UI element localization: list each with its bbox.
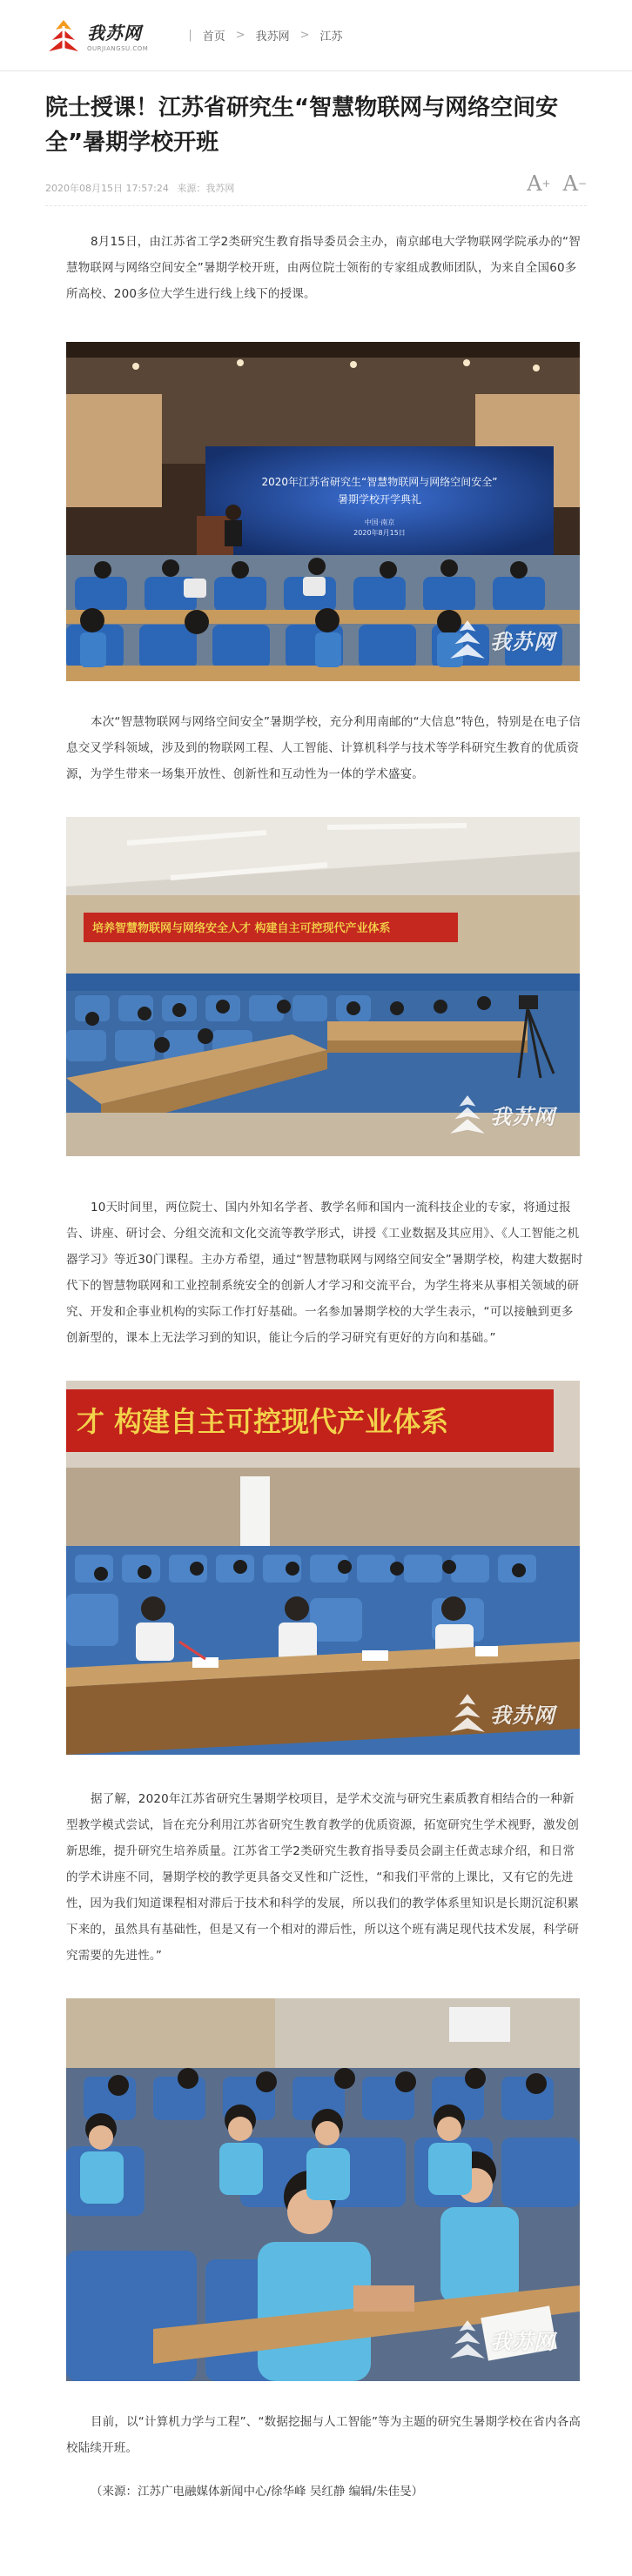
paragraph-1: 8月15日，由江苏省工学2类研究生教育指导委员会主办，南京邮电大学物联网学院承办的“智慧物联网与网络空间安全”暑期学校开班，由两位院士领衔的专家组成教师团队，为来自全国60多所高校、200多位大学生进行线上线下的授课。	[66, 235, 581, 301]
font-decrease-button[interactable]: A−	[562, 171, 587, 196]
watermark-logo-icon	[448, 619, 487, 660]
publish-date: 2020年08月15日 17:57:24	[45, 183, 169, 194]
slide-date-text: 2020年8月15日	[353, 529, 406, 537]
font-increase-button[interactable]: A+	[527, 171, 551, 196]
watermark-text: 我苏网	[490, 1104, 555, 1129]
banner-text-3: 才 构建自主可控现代产业体系	[77, 1405, 449, 1438]
breadcrumb-site[interactable]: 我苏网	[255, 30, 290, 43]
watermark-text: 我苏网	[490, 1703, 555, 1728]
watermark-logo-icon	[448, 2318, 487, 2360]
breadcrumb-separator: >	[235, 29, 245, 42]
watermark	[448, 619, 555, 660]
article-meta	[0, 160, 632, 195]
breadcrumb-home[interactable]: 首页	[202, 30, 225, 43]
breadcrumb-separator: |	[188, 29, 192, 42]
photo-lecture-hall	[66, 817, 580, 1156]
top-bar	[0, 0, 632, 71]
photo-front-desk	[66, 1381, 580, 1755]
meta-divider	[45, 205, 587, 206]
site-logo[interactable]	[45, 17, 148, 54]
watermark-logo-icon	[448, 1094, 487, 1135]
logo-domain: OURJIANGSU.COM	[87, 44, 149, 52]
breadcrumb-jiangsu[interactable]: 江苏	[319, 30, 343, 43]
watermark	[448, 1094, 555, 1135]
logo-name: 我苏网	[87, 22, 142, 43]
banner-text-2: 培养智慧物联网与网络安全人才 构建自主可控现代产业体系	[92, 922, 391, 935]
breadcrumb-separator: >	[299, 29, 310, 42]
slide-subtitle-text: 暑期学校开学典礼	[337, 493, 422, 505]
photo-students	[66, 1998, 580, 2381]
paragraph-5: 目前，以“计算机力学与工程”、“数据挖掘与人工智能”等为主题的研究生暑期学校在省内各高校陆续开班。	[66, 2415, 582, 2455]
watermark	[448, 1692, 555, 1734]
watermark	[448, 2318, 555, 2360]
watermark-text: 我苏网	[490, 2329, 555, 2354]
watermark-text: 我苏网	[490, 629, 555, 654]
article-source: 来源：我苏网	[177, 183, 235, 194]
font-size-controls	[527, 172, 587, 195]
logo-icon	[45, 17, 82, 54]
article-title: 院士授课！江苏省研究生“智慧物联网与网络空间安全”暑期学校开班	[45, 95, 559, 156]
paragraph-4: 据了解，2020年江苏省研究生暑期学校项目，是学术交流与研究生素质教育相结合的一种新型教学模式尝试，旨在充分利用江苏省研究生教育教学的优质资源，拓宽研究生学术视野，激发创新思维，提升研究生培养质量。江苏省工学2类研究生教育指导委员会副主任黄志球介绍，和日常的学术讲座不同，暑期学校的教学更具备交叉性和广泛性，“和我们平常的上课比，又有它的先进性，因为我们知道课程相对滞后于技术和科学的发展，所以我们的教学体系里知识是长期沉淀积累下来的，虽然具有基础性，但是又有一个相对的滞后性，所以这个班有满足现代技术发展，科学研究需要的先进性。”	[66, 1792, 580, 1963]
article-credit: （来源：江苏广电融媒体新闻中心/徐华峰 吴红静 编辑/朱佳旻）	[91, 2485, 424, 2499]
slide-title-text: 2020年江苏省研究生“智慧物联网与网络空间安全”	[261, 476, 498, 488]
watermark-logo-icon	[448, 1692, 487, 1734]
breadcrumb	[178, 27, 342, 43]
slide-place-text: 中国·南京	[364, 519, 395, 526]
photo-opening-ceremony	[66, 342, 580, 681]
paragraph-2: 本次“智慧物联网与网络空间安全”暑期学校，充分利用南邮的“大信息”特色，特别是在电子信息交叉学科领域，涉及到的物联网工程、人工智能、计算机科学与技术等学科研究生教育的优质资源，为学生带来一场集开放性、创新性和互动性为一体的学术盛宴。	[66, 715, 582, 781]
paragraph-3: 10天时间里，两位院士、国内外知名学者、教学名师和国内一流科技企业的专家，将通过报告、讲座、研讨会、分组交流和文化交流等教学形式，讲授《工业数据及其应用》、《人工智能之机器学习》等近30门课程。主办方希望，通过“智慧物联网与网络空间安全”暑期学校，构建大数据时代下的智慧物联网和工业控制系统安全的创新人才学习和交流平台，为学生将来从事相关领域的研究、开发和企事业机构的实际工作打好基础。一名参加暑期学校的大学生表示，“可以接触到更多创新型的，课本上无法学习到的知识，能让今后的学习研究有更好的方向和基础。”	[66, 1201, 583, 1345]
